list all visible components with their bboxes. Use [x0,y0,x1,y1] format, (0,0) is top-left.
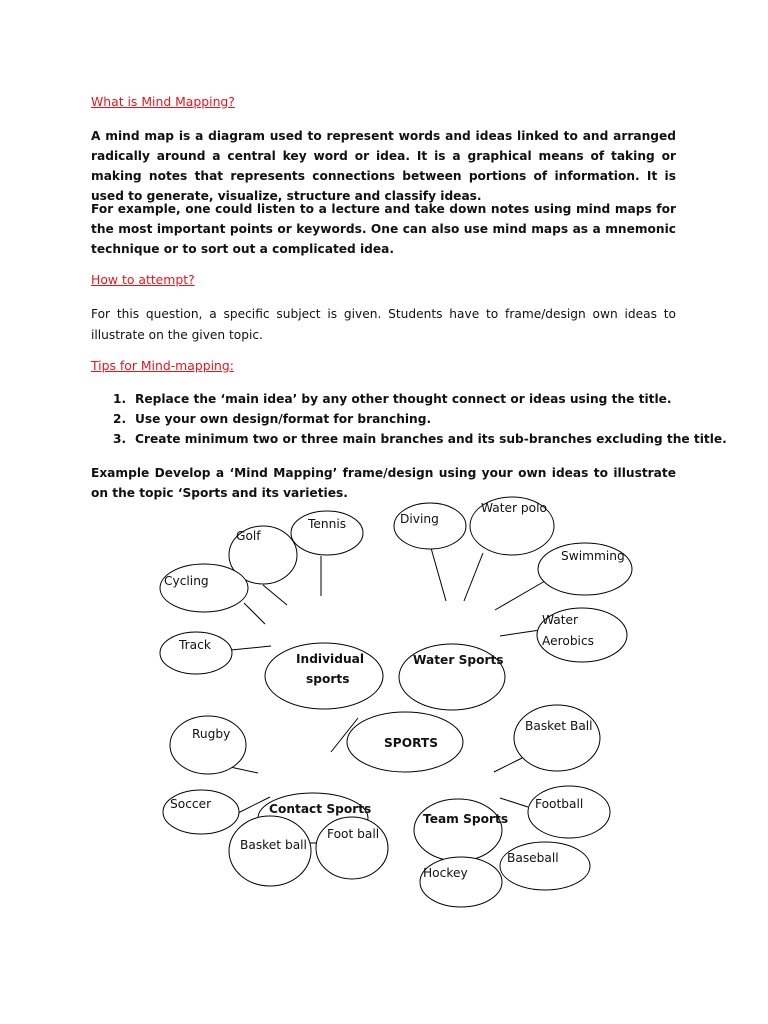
diving-node [394,503,466,549]
basket-ball-team-label: Basket Ball [525,719,593,733]
water-aerobics-label-line1: Water [542,613,579,627]
golf-label: Golf [236,529,261,543]
basket-ball-contact-label: Basket ball [240,838,307,852]
swimming-label: Swimming [561,549,625,563]
sports-center-label: SPORTS [384,736,438,750]
hockey-node [420,857,502,907]
team-sports-node [414,799,502,861]
tip-item: 1. Replace the ‘main idea’ by any other thought connect or ideas using the title. [113,392,672,406]
soccer-label: Soccer [170,797,212,811]
football-node [528,786,610,838]
definition-paragraph: A mind map is a diagram used to represent words and ideas linked to and arranged radically around a central key word or idea. It is a graphical means of taking or making notes that represents connections between portions of information. It is used to generate, visualize, structure and classify ideas. [91,129,676,203]
cycling-label: Cycling [164,574,209,588]
foot-ball-label: Foot ball [327,827,380,841]
example-usage-paragraph: For example, one could listen to a lecture and take down notes using mind maps for the most important points or keywords. One can also use mind maps as a mnemonic technique or to sort out a complicated idea. [91,202,676,256]
tip-item: 2. Use your own design/format for branching. [113,412,432,426]
track-label: Track [179,638,211,652]
diving-label: Diving [400,512,439,526]
football-label: Football [535,797,584,811]
water-polo-label: Water polo [481,501,547,515]
cycling-node [160,564,248,612]
example-task-paragraph: Example Develop a ‘Mind Mapping’ frame/design using your own ideas to illustrate on the topic ‘Sports and its varieties. [91,466,676,500]
water-sports-label: Water Sports [413,653,504,667]
baseball-label: Baseball [507,851,559,865]
baseball-node [500,842,590,890]
tennis-label: Tennis [308,517,347,531]
rugby-node [170,716,246,774]
how-to-attempt-heading: How to attempt? [91,272,195,287]
team-sports-label: Team Sports [423,812,509,826]
hockey-label: Hockey [423,866,468,880]
instructions-paragraph: For this question, a specific subject is given. Students have to frame/design own ideas to illustrate on the given topic. [91,307,676,342]
individual-sports-label-line2: sports [306,672,350,686]
tips-heading: Tips for Mind-mapping: [91,358,234,373]
rugby-label: Rugby [192,727,231,741]
individual-sports-label-line1: Individual [296,652,365,666]
water-aerobics-label-line2: Aerobics [542,634,594,648]
basket-ball-team-node [514,705,600,771]
what-is-mind-mapping-heading: What is Mind Mapping? [91,94,235,109]
contact-sports-label: Contact Sports [269,802,372,816]
tip-item: 3. Create minimum two or three main branches and its sub-branches excluding the title. [113,432,727,446]
